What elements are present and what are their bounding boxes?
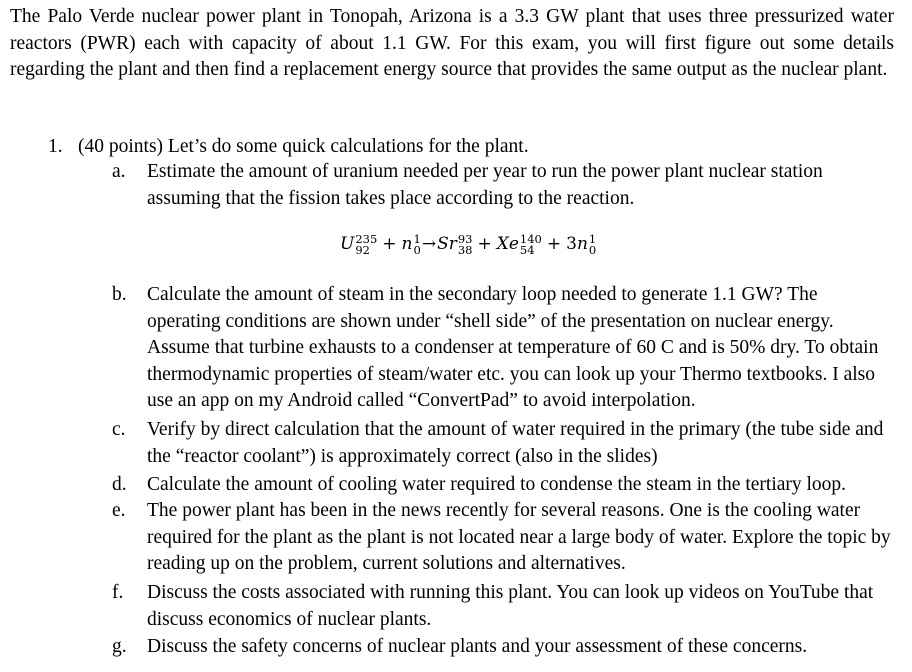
intro-paragraph: The Palo Verde nuclear power plant in Tonopah, Arizona is a 3.3 GW plant that uses three pressurized water reactors (PWR) each with capacity of about 1.1 GW. For this exam, you will first figure out some details regarding the plant and then find a replacement energy source that provides the same output as the nuclear plant. (10, 6, 894, 80)
nuclide-neutron: n 1 0 (401, 231, 421, 257)
item-text: Calculate the amount of steam in the secondary loop needed to generate 1.1 GW? The operating conditions are shown under “shell side” of the presentation on nuclear energy. Assume that turbine exhausts to a condenser at temperature of 60 C and is 50% dry. To obtain thermodynamic properties of steam/water etc. you can look up your Thermo textbooks. I also use an app on my Android called “ConvertPad” to avoid interpolation. (147, 284, 879, 411)
item-label: c. (112, 419, 126, 440)
item-label: a. (112, 161, 126, 182)
item-text: The power plant has been in the news recently for several reasons. One is the cooling water required for the plant as the plant is not located near a large body of water. Explore the topic by reading up on the problem, current solutions and alternatives. (147, 500, 891, 574)
fission-equation (340, 229, 596, 259)
plus-operator: + (477, 234, 492, 254)
plus-operator: + (546, 234, 562, 254)
item-text: Verify by direct calculation that the amount of water required in the primary (the tube side and the “reactor coolant”) is approximately correct (also in the slides) (147, 419, 884, 467)
list-item-g (112, 634, 892, 661)
nuclide-neutrons-product: 3n 1 0 (566, 231, 597, 257)
list-item-e (112, 498, 892, 578)
question-1 (48, 134, 529, 161)
nuclide-strontium: Sr 93 38 (437, 231, 473, 257)
list-item-c (112, 417, 892, 470)
list-item-f (112, 580, 892, 633)
reaction-arrow: → (421, 234, 437, 254)
item-label: f. (112, 582, 124, 603)
question-text: (40 points) Let’s do some quick calculations for the plant. (78, 136, 529, 157)
item-label: e. (112, 500, 126, 521)
item-text: Estimate the amount of uranium needed per year to run the power plant nuclear station assuming that the fission takes place according to the reaction. (147, 161, 823, 209)
list-item-b (112, 282, 892, 415)
item-text: Calculate the amount of cooling water required to condense the steam in the tertiary loop. (147, 474, 847, 495)
item-label: g. (112, 636, 127, 657)
question-number: 1. (48, 136, 63, 157)
list-item-a (112, 159, 892, 212)
nuclide-uranium: U 235 92 (340, 231, 378, 257)
item-label: d. (112, 474, 127, 495)
plus-operator: + (382, 234, 397, 254)
item-label: b. (112, 284, 127, 305)
list-item-d (112, 472, 892, 499)
item-text: Discuss the costs associated with running this plant. You can look up videos on YouTube that discuss economics of nuclear plants. (147, 582, 874, 630)
item-text: Discuss the safety concerns of nuclear plants and your assessment of these concerns. (147, 636, 808, 657)
nuclide-xenon: Xe 140 54 (496, 231, 542, 257)
